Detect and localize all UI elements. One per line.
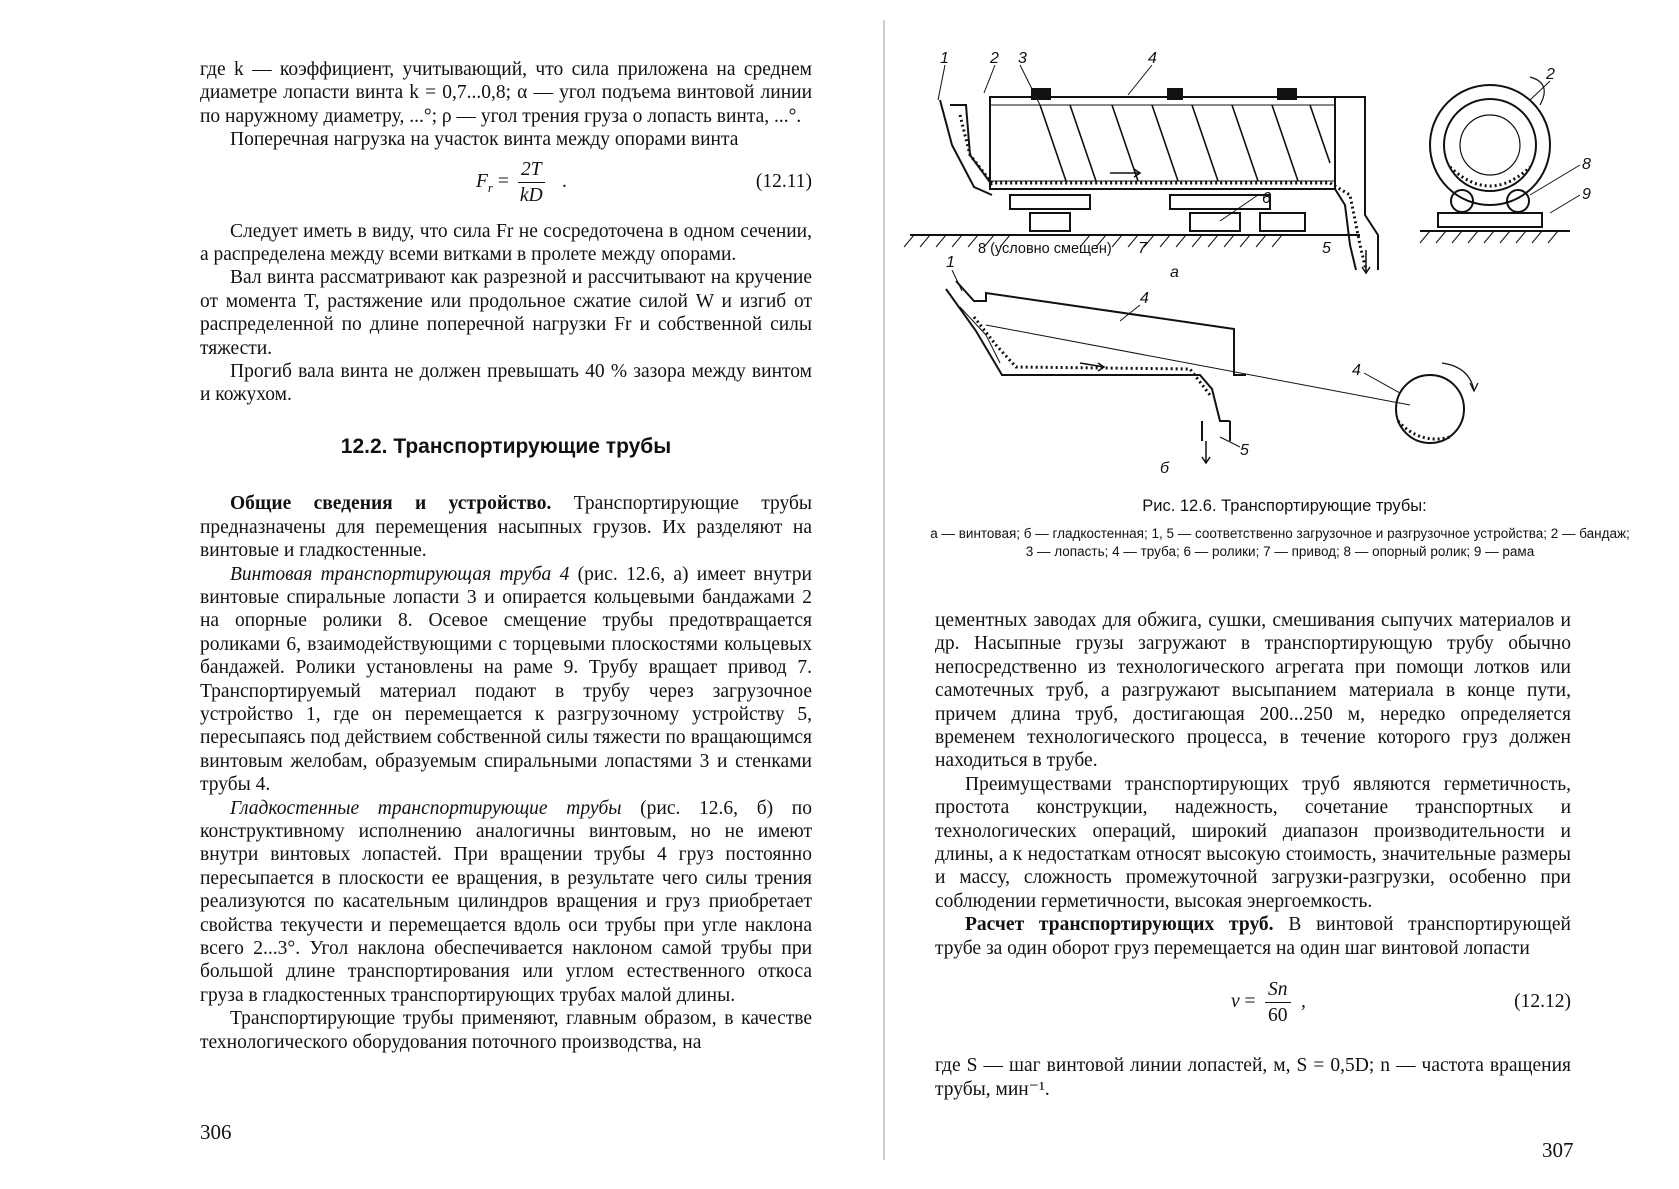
figure-b-labels (946, 254, 1361, 477)
fig-a-label-8: 8 (1582, 156, 1591, 173)
fig-a-label-2b: 2 (1546, 66, 1555, 83)
eq-12-12-lhs: v = (1231, 991, 1256, 1013)
right-text-column (935, 609, 1571, 1101)
fig-a-label-3: 3 (1018, 50, 1027, 67)
figure-caption-legend: а — винтовая; б — гладкостенная; 1, 5 — соответственно загрузочное и разгрузочное устройства; 2 — бандаж; 3 — лопасть; 4 — труба; 6 — ролики; 7 — привод; 8 — опорный ролик; 9 — рама (930, 526, 1630, 559)
equation-number-12-12: (12.12) (1514, 991, 1571, 1013)
fig-a-label-9: 9 (1582, 186, 1591, 203)
fig-a-sublabel: а (1170, 264, 1179, 281)
left-page-number: 306 (200, 1120, 232, 1144)
figure-caption-title: Рис. 12.6. Транспортирующие трубы: (1142, 497, 1427, 515)
page-gutter (883, 20, 885, 1160)
section-heading: 12.2. Транспортирующие трубы (340, 434, 672, 458)
right-paragraph-2: Преимуществами транспортирующих труб являются герметичность, простота конструкции, надежность, сочетание транспортных и технологических операций, широкий диапазон производительности и длины, а к недостаткам относят высокую стоимость, значительные размеры и массу, сложность промежуточной загрузки-разгрузки, особенно при соблюдении герметичности, высокая энергоемкость. (935, 773, 1571, 912)
right-paragraph-4: где S — шаг винтовой линии лопастей, м, S = 0,5D; n — частота вращения трубы, мин⁻¹. (935, 1055, 1571, 1100)
left-paragraph-5: Прогиб вала винта не должен превышать 40 % зазора между винтом и кожухом. (200, 361, 812, 406)
fig-b-sublabel: б (1160, 460, 1169, 477)
fig-b-label-5: 5 (1240, 442, 1249, 459)
eq-12-11-fraction: $\frac{2T}{kD}$ (519, 158, 543, 206)
fig-a-label-2: 2 (990, 50, 999, 67)
fig-a-label-6: 6 (1262, 190, 1271, 207)
eq-12-12-fraction: $\frac{Sn}{60}$ (1265, 978, 1291, 1029)
figure-12-6 (890, 45, 1679, 485)
figure-b-smooth-tube (946, 270, 1478, 463)
right-page (890, 0, 1679, 1189)
left-paragraph-7: Винтовая транспортирующая труба 4 (рис. 12.6, а) имеет внутри винтовые спиральные лопасти 3 и опирается кольцевыми бандажами 2 на опорные ролики 8. Осевое смещение трубы предотвращается роликами 6, взаимодействующими с торцевыми плоскостями кольцевых бандажей. Ролики установлены на раме 9. Трубу вращает привод 7. Транспортируемый материал подают в трубу через загрузочное устройство 1, где он перемещается к разгрузочному устройству 5, пересыпаясь под действием собственной силы тяжести по вращающимся винтовым желобам, образуемым спиральными лопастями 3 и стенками трубы 4. (200, 563, 812, 796)
fig-b-label-1: 1 (946, 254, 955, 271)
equation-number-12-11: (12.11) (755, 170, 812, 192)
right-page-number: 307 (1542, 1138, 1574, 1162)
right-paragraph-3: Расчет транспортирующих труб. В винтовой транспортирующей трубе за один оборот груз перемещается на один шаг винтовой лопасти (935, 914, 1571, 959)
right-paragraph-1: цементных заводах для обжига, сушки, смешивания сыпучих материалов и др. Насыпные грузы загружают в транспортирующую трубу обычно непосредственно из технологического агрегата при помощи лотков или самотечных труб, а разгружают высыпанием материала в конце пути, причем длина труб, достигающая 200...250 м, нередко определяется временем технологического процесса, в течение которого груз должен находиться в трубе. (935, 610, 1571, 772)
left-paragraph-1: где k — коэффициент, учитывающий, что сила приложена на среднем диаметре лопасти винта k = 0,7...0,8; α — угол подъема винтовой линии по наружному диаметру, ...°; ρ — угол трения груза о лопасть винта, ...°. (200, 59, 812, 127)
fig-a-label-7: 7 (1138, 240, 1147, 257)
left-paragraph-2: Поперечная нагрузка на участок винта между опорами винта (230, 129, 739, 151)
left-paragraph-9: Транспортирующие трубы применяют, главным образом, в качестве технологического оборудования поточного производства, на (200, 1008, 812, 1053)
fig-a-label-5: 5 (1322, 240, 1331, 257)
equation-12-11: $F_r$ = $\frac{2T}{kD}$ . (12.11) (200, 152, 812, 220)
fig-b-label-4b: 4 (1352, 362, 1361, 379)
fig-a-label-8-offset: 8 (условно смещен) (978, 241, 1112, 257)
fig-a-label-1: 1 (940, 50, 949, 67)
eq-12-11-lhs: $F_r$ = (476, 170, 509, 195)
equation-12-12: v = $\frac{Sn}{60}$ , (12.12) (935, 972, 1571, 1054)
left-paragraph-4: Вал винта рассматривают как разрезной и рассчитывают на кручение от момента T, растяжение или продольное сжатие силой W и изгиб от распределенной по длине поперечной нагрузки Fr и собственной силы тяжести. (200, 267, 812, 359)
left-text-column (200, 58, 812, 1054)
left-paragraph-8: Гладкостенные транспортирующие трубы (рис. 12.6, б) по конструктивному исполнению аналогичны винтовым, но не имеют внутри винтовых лопастей. При вращении трубы 4 груз постоянно пересыпается в плоскости ее вращения, в результате чего силы трения реализуются по касательным цилиндров вращения и груз приобретает свойства текучести и перемещается вдоль оси трубы при угле наклона всего 2...3°. Угол наклона обеспечивается наклоном самой трубы при большой длине транспортирования или углом естественного откоса груза в гладкостенных транспортирующих трубах малой длины. (200, 797, 812, 1006)
left-paragraph-3: Следует иметь в виду, что сила Fr не сосредоточена в одном сечении, а распределена между всеми витками в пролете между опорами. (200, 220, 812, 266)
fig-a-label-4: 4 (1148, 50, 1157, 67)
left-paragraph-6: Общие сведения и устройство. Транспортирующие трубы предназначены для перемещения насыпных грузов. Их разделяют на винтовые и гладкостенные. (200, 493, 812, 562)
fig-b-label-4: 4 (1140, 290, 1149, 307)
